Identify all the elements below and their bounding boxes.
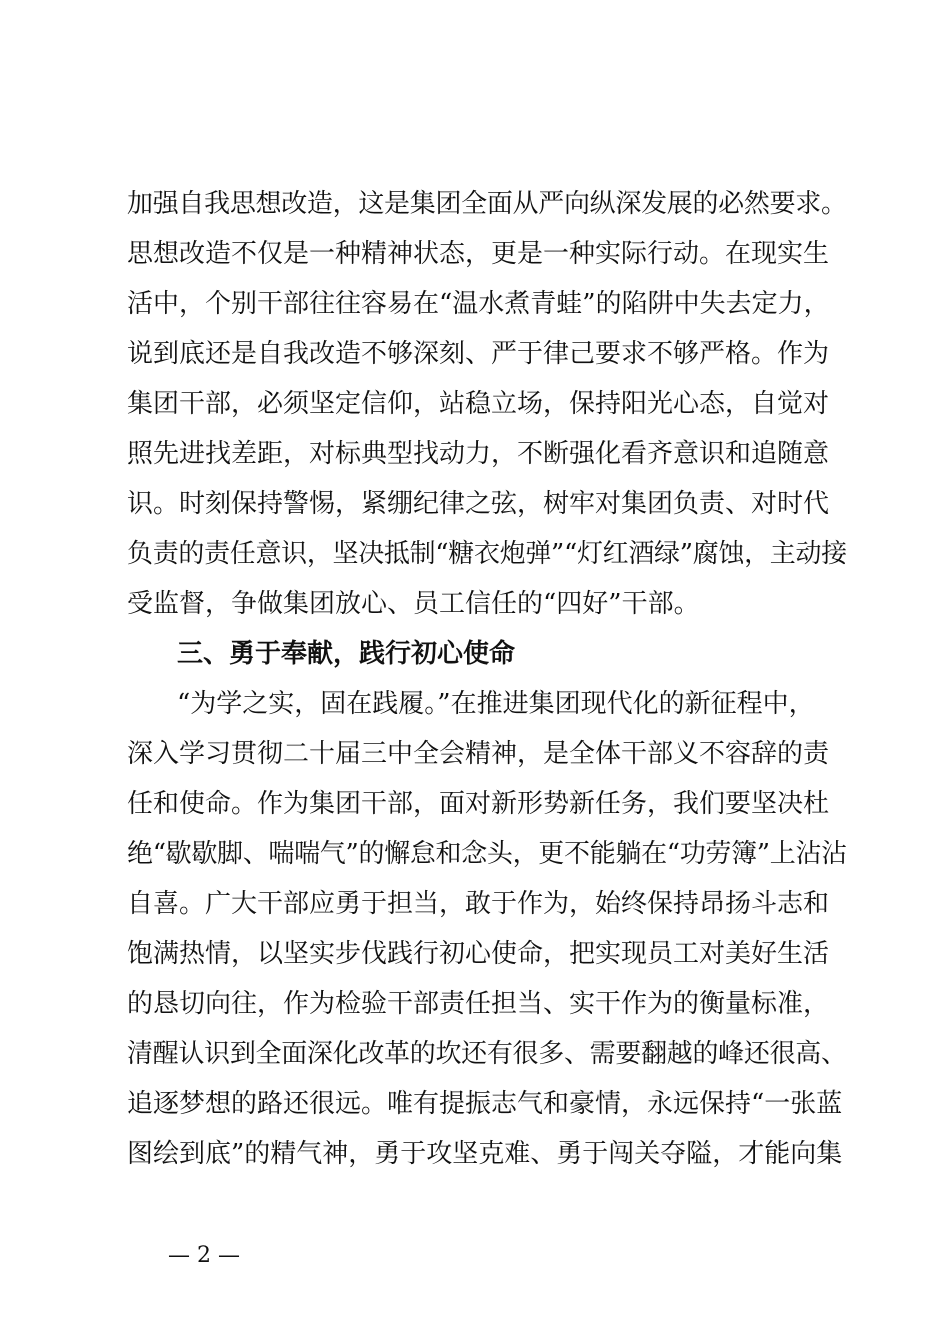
body-line: 负责的责任意识，坚决抵制“糖衣炮弹”“灯红酒绿”腐蚀，主动接: [127, 539, 847, 569]
body-line: 清醒认识到全面深化改革的坎还有很多、需要翻越的峰还很高、: [127, 1039, 847, 1069]
body-line: 加强自我思想改造，这是集团全面从严向纵深发展的必然要求。: [127, 189, 847, 219]
body-line: 深入学习贯彻二十届三中全会精神，是全体干部义不容辞的责: [127, 739, 830, 769]
body-line: 活中，个别干部往往容易在“温水煮青蛙”的陷阱中失去定力，: [127, 289, 830, 319]
body-line: 照先进找差距，对标典型找动力，不断强化看齐意识和追随意: [127, 439, 830, 469]
body-line: 集团干部，必须坚定信仰，站稳立场，保持阳光心态，自觉对: [127, 389, 830, 419]
body-line: “为学之实，固在践履。”在推进集团现代化的新征程中，: [177, 689, 815, 719]
body-line: 受监督，争做集团放心、员工信任的“四好”干部。: [127, 589, 700, 619]
page-number: — 2 —: [168, 1243, 240, 1268]
body-line: 自喜。广大干部应勇于担当，敢于作为，始终保持昂扬斗志和: [127, 889, 830, 919]
body-line: 识。时刻保持警惕，紧绷纪律之弦，树牢对集团负责、对时代: [127, 489, 830, 519]
body-line: 绝“歇歇脚、喘喘气”的懈怠和念头，更不能躺在“功劳簿”上沾沾: [127, 839, 847, 869]
section-heading: 三、勇于奉献，践行初心使命: [177, 639, 516, 669]
body-line: 追逐梦想的路还很远。唯有提振志气和豪情，永远保持“一张蓝: [127, 1089, 843, 1119]
body-line: 的恳切向往，作为检验干部责任担当、实干作为的衡量标准，: [127, 989, 830, 1019]
body-line: 说到底还是自我改造不够深刻、严于律己要求不够严格。作为: [127, 339, 830, 369]
body-line: 思想改造不仅是一种精神状态，更是一种实际行动。在现实生: [127, 239, 830, 269]
body-line: 图绘到底”的精气神，勇于攻坚克难、勇于闯关夺隘，才能向集: [127, 1139, 843, 1169]
body-line: 饱满热情，以坚实步伐践行初心使命，把实现员工对美好生活: [127, 939, 830, 969]
body-line: 任和使命。作为集团干部，面对新形势新任务，我们要坚决杜: [127, 789, 830, 819]
